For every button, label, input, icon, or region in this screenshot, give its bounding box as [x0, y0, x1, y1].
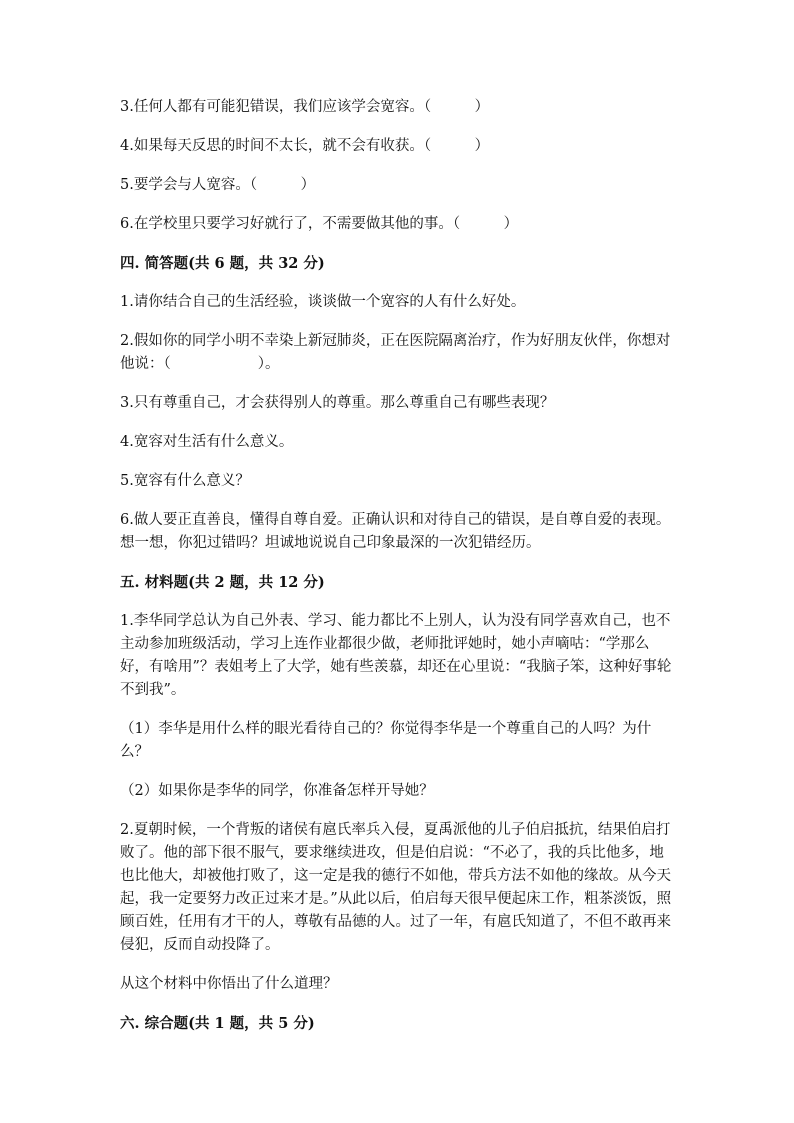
- question-4-2: 2.假如你的同学小明不幸染上新冠肺炎，正在医院隔离治疗，作为好朋友伙伴，你想对他说：（ ）。: [120, 333, 671, 372]
- question-4-4: 4.宽容对生活有什么意义。: [120, 434, 294, 450]
- material-1-question-1: （1）李华是用什么样的眼光看待自己的？你觉得李华是一个尊重自己的人吗？为什么？: [120, 721, 652, 760]
- question-3-3: 3.任何人都有可能犯错误，我们应该学会宽容。（ ）: [120, 99, 490, 115]
- material-2-question: 从这个材料中你悟出了什么道理？: [120, 976, 338, 992]
- question-3-5: 5.要学会与人宽容。（ ）: [120, 177, 316, 193]
- material-2-text: 2.夏朝时候，一个背叛的诸侯有扈氏率兵入侵，夏禹派他的儿子伯启抵抗，结果伯启打败了。他的部下很不服气，要求继续进攻，但是伯启说：“不必了，我的兵比他多，地也比他大，却被他打败了，这一定是我的德行不如他，带兵方法不如他的缘故。从今天起，我一定要努力改正过来才是。”从此以后，伯启每天很早便起床工作，粗茶淡饭，照顾百姓，任用有才干的人，尊敬有品德的人。过了一年，有扈氏知道了，不但不敢再来侵犯，反而自动投降了。: [120, 822, 672, 953]
- exam-page: [120, 96, 676, 1051]
- question-4-1: 1.请你结合自己的生活经验，谈谈做一个宽容的人有什么好处。: [120, 294, 526, 310]
- question-4-3: 3.只有尊重自己，才会获得别人的尊重。那么尊重自己有哪些表现？: [120, 395, 555, 411]
- question-4-6: 6.做人要正直善良，懂得自尊自爱。正确认识和对待自己的错误，是自尊自爱的表现。想一想，你犯过错吗？坦诚地说说自己印象最深的一次犯错经历。: [120, 512, 671, 551]
- question-3-6: 6.在学校里只要学习好就行了，不需要做其他的事。（ ）: [120, 216, 519, 232]
- question-4-5: 5.宽容有什么意义？: [120, 473, 250, 489]
- section-4-heading: 四. 简答题(共 6 题，共 32 分): [120, 255, 325, 272]
- section-6-heading: 六. 综合题(共 1 题，共 5 分): [120, 1015, 315, 1032]
- material-1-question-2: （2）如果你是李华的同学，你准备怎样开导她？: [120, 783, 434, 799]
- material-1-text: 1.李华同学总认为自己外表、学习、能力都比不上别人，认为没有同学喜欢自己，也不主动参加班级活动，学习上连作业都很少做，老师批评她时，她小声嘀咕：“学那么好，有啥用”？表姐考上了大学，她有些羡慕，却还在心里说：“我脑子笨，这种好事轮不到我”。: [120, 613, 672, 698]
- section-5-heading: 五. 材料题(共 2 题，共 12 分): [120, 574, 325, 591]
- question-3-4: 4.如果每天反思的时间不太长，就不会有收获。（ ）: [120, 138, 490, 154]
